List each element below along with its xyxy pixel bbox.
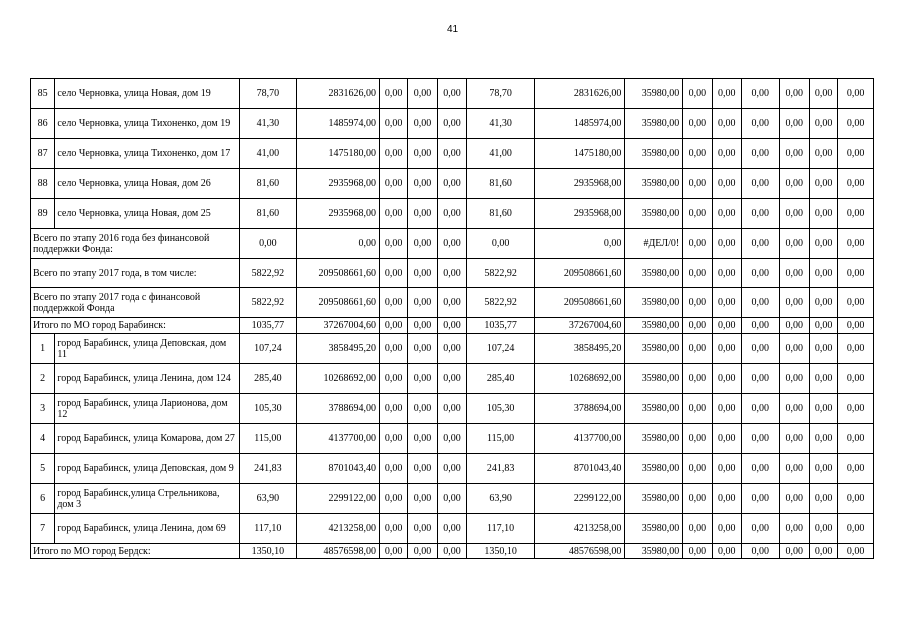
value-cell: 0,00: [809, 364, 837, 394]
total-row: [31, 259, 874, 288]
value-cell: 107,24: [239, 334, 296, 364]
value-cell: 0,00: [296, 229, 379, 259]
value-cell: 0,00: [437, 79, 466, 109]
table-body: [31, 79, 874, 559]
value-cell: 0,00: [437, 364, 466, 394]
value-cell: 4137700,00: [535, 424, 625, 454]
value-cell: 78,70: [239, 79, 296, 109]
value-cell: 0,00: [838, 79, 874, 109]
total-row: [31, 229, 874, 259]
address-cell: село Черновка, улица Тихоненко, дом 17: [55, 139, 240, 169]
address-cell: село Черновка, улица Тихоненко, дом 19: [55, 109, 240, 139]
value-cell: 0,00: [838, 514, 874, 544]
value-cell: 1350,10: [467, 544, 535, 559]
value-cell: 0,00: [408, 364, 437, 394]
value-cell: 41,30: [239, 109, 296, 139]
value-cell: 0,00: [683, 334, 712, 364]
table-row: [31, 139, 874, 169]
value-cell: 0,00: [379, 139, 407, 169]
row-number: 1: [31, 334, 55, 364]
value-cell: 35980,00: [625, 424, 683, 454]
value-cell: 0,00: [779, 109, 809, 139]
value-cell: 0,00: [712, 484, 741, 514]
value-cell: 35980,00: [625, 259, 683, 288]
value-cell: 0,00: [838, 318, 874, 334]
value-cell: 0,00: [683, 484, 712, 514]
value-cell: 0,00: [742, 514, 780, 544]
value-cell: 0,00: [809, 259, 837, 288]
total-row: [31, 544, 874, 559]
value-cell: 41,30: [467, 109, 535, 139]
value-cell: 0,00: [379, 364, 407, 394]
value-cell: 0,00: [712, 169, 741, 199]
value-cell: 0,00: [437, 394, 466, 424]
value-cell: 0,00: [838, 259, 874, 288]
value-cell: 0,00: [809, 139, 837, 169]
value-cell: 0,00: [838, 394, 874, 424]
value-cell: 0,00: [408, 199, 437, 229]
value-cell: 0,00: [379, 514, 407, 544]
value-cell: #ДЕЛ/0!: [625, 229, 683, 259]
value-cell: 0,00: [379, 169, 407, 199]
value-cell: 105,30: [239, 394, 296, 424]
value-cell: 0,00: [683, 79, 712, 109]
value-cell: 35980,00: [625, 79, 683, 109]
value-cell: 0,00: [742, 288, 780, 318]
value-cell: 63,90: [467, 484, 535, 514]
row-number: 3: [31, 394, 55, 424]
value-cell: 0,00: [379, 334, 407, 364]
value-cell: 0,00: [683, 229, 712, 259]
row-number: 86: [31, 109, 55, 139]
value-cell: 35980,00: [625, 139, 683, 169]
value-cell: 0,00: [838, 334, 874, 364]
value-cell: 81,60: [239, 169, 296, 199]
value-cell: 10268692,00: [296, 364, 379, 394]
address-cell: город Барабинск, улица Ларионова, дом 12: [55, 394, 240, 424]
value-cell: 0,00: [838, 139, 874, 169]
value-cell: 115,00: [467, 424, 535, 454]
value-cell: 35980,00: [625, 199, 683, 229]
value-cell: 0,00: [712, 454, 741, 484]
address-cell: город Барабинск,улица Стрельникова, дом 3: [55, 484, 240, 514]
value-cell: 0,00: [379, 318, 407, 334]
value-cell: 0,00: [809, 484, 837, 514]
value-cell: 0,00: [838, 109, 874, 139]
value-cell: 0,00: [408, 139, 437, 169]
value-cell: 0,00: [742, 229, 780, 259]
value-cell: 0,00: [712, 259, 741, 288]
value-cell: 0,00: [809, 199, 837, 229]
value-cell: 0,00: [742, 139, 780, 169]
value-cell: 0,00: [408, 394, 437, 424]
value-cell: 2831626,00: [296, 79, 379, 109]
value-cell: 0,00: [379, 288, 407, 318]
value-cell: 4213258,00: [296, 514, 379, 544]
value-cell: 0,00: [809, 334, 837, 364]
value-cell: 41,00: [239, 139, 296, 169]
value-cell: 117,10: [467, 514, 535, 544]
value-cell: 0,00: [437, 424, 466, 454]
value-cell: 0,00: [809, 79, 837, 109]
value-cell: 0,00: [838, 454, 874, 484]
value-cell: 48576598,00: [535, 544, 625, 559]
value-cell: 3788694,00: [535, 394, 625, 424]
value-cell: 0,00: [742, 394, 780, 424]
value-cell: 0,00: [742, 424, 780, 454]
value-cell: 0,00: [408, 318, 437, 334]
value-cell: 0,00: [437, 514, 466, 544]
value-cell: 0,00: [379, 199, 407, 229]
value-cell: 0,00: [408, 109, 437, 139]
value-cell: 241,83: [467, 454, 535, 484]
value-cell: 0,00: [408, 514, 437, 544]
total-label: Итого по МО город Барабинск:: [31, 318, 240, 334]
value-cell: 0,00: [683, 139, 712, 169]
value-cell: 0,00: [712, 514, 741, 544]
page-number: 41: [446, 24, 459, 35]
value-cell: 0,00: [712, 318, 741, 334]
value-cell: 0,00: [779, 454, 809, 484]
value-cell: 0,00: [809, 454, 837, 484]
value-cell: 1485974,00: [296, 109, 379, 139]
table-row: [31, 199, 874, 229]
housing-program-table: [30, 78, 874, 559]
value-cell: 0,00: [408, 424, 437, 454]
table-row: [31, 79, 874, 109]
value-cell: 0,00: [683, 394, 712, 424]
value-cell: 2935968,00: [535, 169, 625, 199]
value-cell: 0,00: [379, 484, 407, 514]
value-cell: 0,00: [809, 424, 837, 454]
total-label: Всего по этапу 2017 года с финансовой поддержкой Фонда: [31, 288, 240, 318]
value-cell: 35980,00: [625, 454, 683, 484]
value-cell: 117,10: [239, 514, 296, 544]
table-row: [31, 109, 874, 139]
value-cell: 0,00: [712, 544, 741, 559]
value-cell: 0,00: [379, 454, 407, 484]
value-cell: 37267004,60: [296, 318, 379, 334]
value-cell: 4137700,00: [296, 424, 379, 454]
value-cell: 0,00: [683, 109, 712, 139]
value-cell: 1475180,00: [296, 139, 379, 169]
address-cell: город Барабинск, улица Ленина, дом 124: [55, 364, 240, 394]
total-label: Итого по МО город Бердск:: [31, 544, 240, 559]
value-cell: 37267004,60: [535, 318, 625, 334]
value-cell: 2935968,00: [535, 199, 625, 229]
value-cell: 0,00: [838, 544, 874, 559]
address-cell: село Черновка, улица Новая, дом 25: [55, 199, 240, 229]
value-cell: 0,00: [379, 394, 407, 424]
value-cell: 0,00: [683, 454, 712, 484]
value-cell: 0,00: [779, 424, 809, 454]
value-cell: 0,00: [408, 79, 437, 109]
value-cell: 0,00: [408, 259, 437, 288]
value-cell: 0,00: [742, 454, 780, 484]
value-cell: 0,00: [467, 229, 535, 259]
value-cell: 0,00: [742, 334, 780, 364]
value-cell: 0,00: [809, 394, 837, 424]
value-cell: 0,00: [437, 259, 466, 288]
table-row: [31, 394, 874, 424]
value-cell: 5822,92: [239, 288, 296, 318]
value-cell: 0,00: [408, 169, 437, 199]
row-number: 7: [31, 514, 55, 544]
value-cell: 0,00: [437, 199, 466, 229]
value-cell: 35980,00: [625, 288, 683, 318]
value-cell: 0,00: [683, 288, 712, 318]
value-cell: 0,00: [742, 199, 780, 229]
value-cell: 0,00: [437, 484, 466, 514]
value-cell: 105,30: [467, 394, 535, 424]
value-cell: 285,40: [467, 364, 535, 394]
value-cell: 0,00: [683, 364, 712, 394]
value-cell: 4213258,00: [535, 514, 625, 544]
value-cell: 78,70: [467, 79, 535, 109]
value-cell: 35980,00: [625, 544, 683, 559]
value-cell: 1485974,00: [535, 109, 625, 139]
value-cell: 0,00: [779, 394, 809, 424]
value-cell: 63,90: [239, 484, 296, 514]
value-cell: 0,00: [379, 109, 407, 139]
value-cell: 241,83: [239, 454, 296, 484]
value-cell: 0,00: [379, 544, 407, 559]
value-cell: 209508661,60: [296, 288, 379, 318]
value-cell: 1350,10: [239, 544, 296, 559]
value-cell: 35980,00: [625, 169, 683, 199]
table-row: [31, 334, 874, 364]
value-cell: 5822,92: [467, 288, 535, 318]
value-cell: 0,00: [437, 169, 466, 199]
address-cell: город Барабинск, улица Комарова, дом 27: [55, 424, 240, 454]
value-cell: 35980,00: [625, 334, 683, 364]
value-cell: 0,00: [408, 334, 437, 364]
value-cell: 35980,00: [625, 514, 683, 544]
value-cell: 0,00: [838, 169, 874, 199]
value-cell: 0,00: [379, 229, 407, 259]
value-cell: 0,00: [809, 318, 837, 334]
value-cell: 0,00: [683, 424, 712, 454]
value-cell: 0,00: [683, 544, 712, 559]
value-cell: 0,00: [809, 288, 837, 318]
value-cell: 0,00: [838, 288, 874, 318]
row-number: 4: [31, 424, 55, 454]
address-cell: город Барабинск, улица Деповская, дом 9: [55, 454, 240, 484]
value-cell: 3858495,20: [296, 334, 379, 364]
value-cell: 0,00: [742, 109, 780, 139]
value-cell: 2935968,00: [296, 169, 379, 199]
value-cell: 0,00: [809, 169, 837, 199]
value-cell: 0,00: [437, 229, 466, 259]
value-cell: 0,00: [408, 454, 437, 484]
value-cell: 0,00: [683, 318, 712, 334]
total-label: Всего по этапу 2016 года без финансовой поддержки Фонда:: [31, 229, 240, 259]
value-cell: 3858495,20: [535, 334, 625, 364]
table-row: [31, 484, 874, 514]
value-cell: 115,00: [239, 424, 296, 454]
value-cell: 0,00: [712, 79, 741, 109]
total-label: Всего по этапу 2017 года, в том числе:: [31, 259, 240, 288]
value-cell: 0,00: [712, 139, 741, 169]
table-row: [31, 514, 874, 544]
value-cell: 5822,92: [239, 259, 296, 288]
value-cell: 81,60: [239, 199, 296, 229]
value-cell: 0,00: [712, 288, 741, 318]
value-cell: 81,60: [467, 169, 535, 199]
value-cell: 0,00: [379, 259, 407, 288]
value-cell: 0,00: [437, 334, 466, 364]
value-cell: 0,00: [408, 544, 437, 559]
value-cell: 0,00: [809, 229, 837, 259]
value-cell: 41,00: [467, 139, 535, 169]
address-cell: город Барабинск, улица Деповская, дом 11: [55, 334, 240, 364]
value-cell: 0,00: [683, 169, 712, 199]
value-cell: 0,00: [712, 199, 741, 229]
row-number: 89: [31, 199, 55, 229]
value-cell: 0,00: [437, 544, 466, 559]
value-cell: 2831626,00: [535, 79, 625, 109]
value-cell: 209508661,60: [535, 259, 625, 288]
value-cell: 0,00: [683, 259, 712, 288]
value-cell: 0,00: [742, 79, 780, 109]
row-number: 85: [31, 79, 55, 109]
value-cell: 1035,77: [467, 318, 535, 334]
address-cell: село Черновка, улица Новая, дом 26: [55, 169, 240, 199]
value-cell: 0,00: [779, 79, 809, 109]
value-cell: 0,00: [712, 334, 741, 364]
value-cell: 0,00: [779, 364, 809, 394]
value-cell: 0,00: [683, 514, 712, 544]
value-cell: 35980,00: [625, 364, 683, 394]
value-cell: 0,00: [809, 514, 837, 544]
value-cell: 209508661,60: [296, 259, 379, 288]
value-cell: 0,00: [742, 364, 780, 394]
value-cell: 0,00: [779, 318, 809, 334]
value-cell: 35980,00: [625, 394, 683, 424]
value-cell: 0,00: [712, 424, 741, 454]
total-row: [31, 288, 874, 318]
value-cell: 0,00: [779, 229, 809, 259]
value-cell: 0,00: [437, 139, 466, 169]
row-number: 6: [31, 484, 55, 514]
table-row: [31, 169, 874, 199]
row-number: 88: [31, 169, 55, 199]
value-cell: 0,00: [437, 109, 466, 139]
table-row: [31, 424, 874, 454]
value-cell: 0,00: [437, 318, 466, 334]
value-cell: 0,00: [437, 454, 466, 484]
value-cell: 35980,00: [625, 484, 683, 514]
value-cell: 0,00: [779, 199, 809, 229]
value-cell: 0,00: [379, 424, 407, 454]
row-number: 87: [31, 139, 55, 169]
row-number: 5: [31, 454, 55, 484]
value-cell: 0,00: [779, 139, 809, 169]
value-cell: 0,00: [742, 259, 780, 288]
value-cell: 0,00: [838, 424, 874, 454]
value-cell: 0,00: [779, 544, 809, 559]
total-row: [31, 318, 874, 334]
table-row: [31, 364, 874, 394]
value-cell: 0,00: [742, 544, 780, 559]
address-cell: город Барабинск, улица Ленина, дом 69: [55, 514, 240, 544]
value-cell: 81,60: [467, 199, 535, 229]
value-cell: 0,00: [712, 229, 741, 259]
value-cell: 0,00: [712, 109, 741, 139]
value-cell: 0,00: [779, 514, 809, 544]
value-cell: 2299122,00: [296, 484, 379, 514]
value-cell: 0,00: [408, 229, 437, 259]
value-cell: 3788694,00: [296, 394, 379, 424]
value-cell: 0,00: [779, 288, 809, 318]
value-cell: 0,00: [408, 484, 437, 514]
value-cell: 0,00: [712, 394, 741, 424]
value-cell: 35980,00: [625, 109, 683, 139]
value-cell: 0,00: [838, 229, 874, 259]
value-cell: 5822,92: [467, 259, 535, 288]
value-cell: 0,00: [408, 288, 437, 318]
value-cell: 0,00: [779, 334, 809, 364]
address-cell: село Черновка, улица Новая, дом 19: [55, 79, 240, 109]
value-cell: 0,00: [379, 79, 407, 109]
table-row: [31, 454, 874, 484]
value-cell: 0,00: [838, 484, 874, 514]
row-number: 2: [31, 364, 55, 394]
value-cell: 107,24: [467, 334, 535, 364]
value-cell: 35980,00: [625, 318, 683, 334]
value-cell: 0,00: [779, 484, 809, 514]
value-cell: 0,00: [239, 229, 296, 259]
value-cell: 0,00: [742, 484, 780, 514]
value-cell: 0,00: [779, 169, 809, 199]
value-cell: 0,00: [742, 318, 780, 334]
value-cell: 0,00: [535, 229, 625, 259]
value-cell: 0,00: [712, 364, 741, 394]
value-cell: 0,00: [809, 109, 837, 139]
value-cell: 0,00: [838, 364, 874, 394]
value-cell: 10268692,00: [535, 364, 625, 394]
value-cell: 0,00: [779, 259, 809, 288]
value-cell: 8701043,40: [296, 454, 379, 484]
value-cell: 0,00: [742, 169, 780, 199]
value-cell: 285,40: [239, 364, 296, 394]
value-cell: 2299122,00: [535, 484, 625, 514]
value-cell: 0,00: [437, 288, 466, 318]
value-cell: 8701043,40: [535, 454, 625, 484]
value-cell: 209508661,60: [535, 288, 625, 318]
value-cell: 2935968,00: [296, 199, 379, 229]
value-cell: 1475180,00: [535, 139, 625, 169]
value-cell: 0,00: [683, 199, 712, 229]
value-cell: 48576598,00: [296, 544, 379, 559]
value-cell: 0,00: [809, 544, 837, 559]
value-cell: 1035,77: [239, 318, 296, 334]
value-cell: 0,00: [838, 199, 874, 229]
